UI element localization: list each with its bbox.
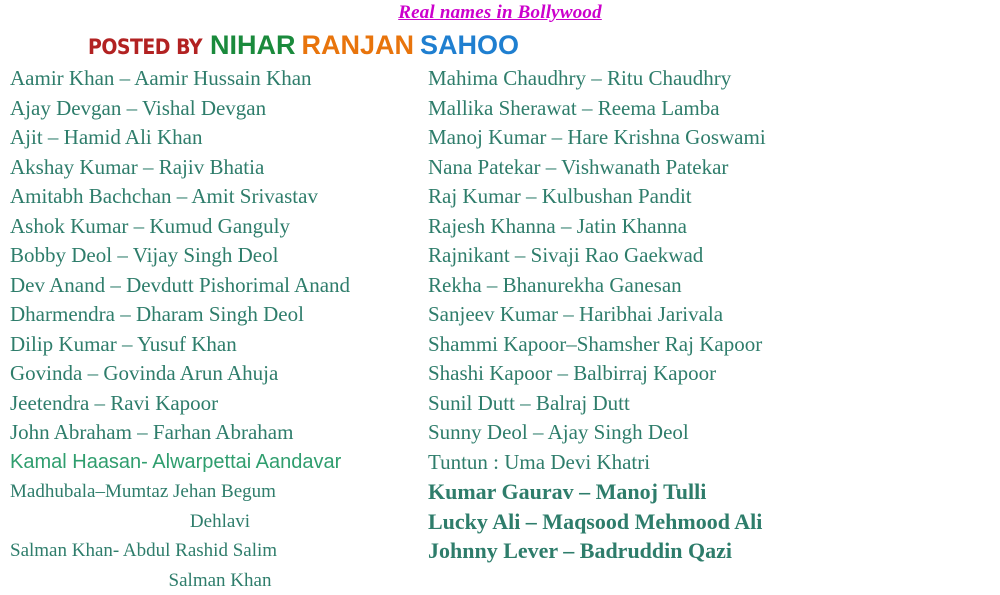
list-item: Sunny Deol – Ajay Singh Deol (428, 418, 988, 448)
list-item: Tuntun : Uma Devi Khatri (428, 448, 988, 478)
list-item: Sunil Dutt – Balraj Dutt (428, 389, 988, 419)
right-column (428, 64, 988, 566)
byline-name-middle: RANJAN (302, 30, 415, 60)
list-item: Bobby Deol – Vijay Singh Deol (10, 241, 430, 271)
left-column (10, 64, 430, 595)
list-item: Sanjeev Kumar – Haribhai Jarivala (428, 300, 988, 330)
list-item: Rajnikant – Sivaji Rao Gaekwad (428, 241, 988, 271)
list-item: Johnny Lever – Badruddin Qazi (428, 536, 988, 566)
list-item: Manoj Kumar – Hare Krishna Goswami (428, 123, 988, 153)
page-title: Real names in Bollywood (0, 2, 1000, 24)
list-item: Lucky Ali – Maqsood Mehmood Ali (428, 507, 988, 537)
list-item: Shashi Kapoor – Balbirraj Kapoor (428, 359, 988, 389)
list-item: Akshay Kumar – Rajiv Bhatia (10, 153, 430, 183)
list-item: Dilip Kumar – Yusuf Khan (10, 330, 430, 360)
list-item: Dharmendra – Dharam Singh Deol (10, 300, 430, 330)
list-item: Kumar Gaurav – Manoj Tulli (428, 477, 988, 507)
byline-posted-by: POSTED BY (88, 35, 202, 59)
byline-name-first: NIHAR (210, 30, 296, 60)
list-item: Kamal Haasan- Alwarpettai Aandavar (10, 448, 430, 478)
list-item-continuation: Salman Khan (10, 566, 430, 595)
list-item: John Abraham – Farhan Abraham (10, 418, 430, 448)
list-item: Salman Khan- Abdul Rashid Salim (10, 536, 430, 566)
byline-name-last: SAHOO (420, 30, 519, 60)
list-item: Ajay Devgan – Vishal Devgan (10, 94, 430, 124)
list-item: Ashok Kumar – Kumud Ganguly (10, 212, 430, 242)
list-item: Jeetendra – Ravi Kapoor (10, 389, 430, 419)
list-item: Raj Kumar – Kulbushan Pandit (428, 182, 988, 212)
list-item-continuation: Dehlavi (10, 507, 430, 537)
list-item: Dev Anand – Devdutt Pishorimal Anand (10, 271, 430, 301)
list-item: Shammi Kapoor–Shamsher Raj Kapoor (428, 330, 988, 360)
list-item: Amitabh Bachchan – Amit Srivastav (10, 182, 430, 212)
list-item: Nana Patekar – Vishwanath Patekar (428, 153, 988, 183)
list-item: Madhubala–Mumtaz Jehan Begum (10, 477, 430, 507)
list-item: Ajit – Hamid Ali Khan (10, 123, 430, 153)
list-item: Rekha – Bhanurekha Ganesan (428, 271, 988, 301)
byline (88, 30, 519, 61)
list-item: Mahima Chaudhry – Ritu Chaudhry (428, 64, 988, 94)
list-item: Mallika Sherawat – Reema Lamba (428, 94, 988, 124)
list-item: Rajesh Khanna – Jatin Khanna (428, 212, 988, 242)
list-item: Govinda – Govinda Arun Ahuja (10, 359, 430, 389)
list-item: Aamir Khan – Aamir Hussain Khan (10, 64, 430, 94)
